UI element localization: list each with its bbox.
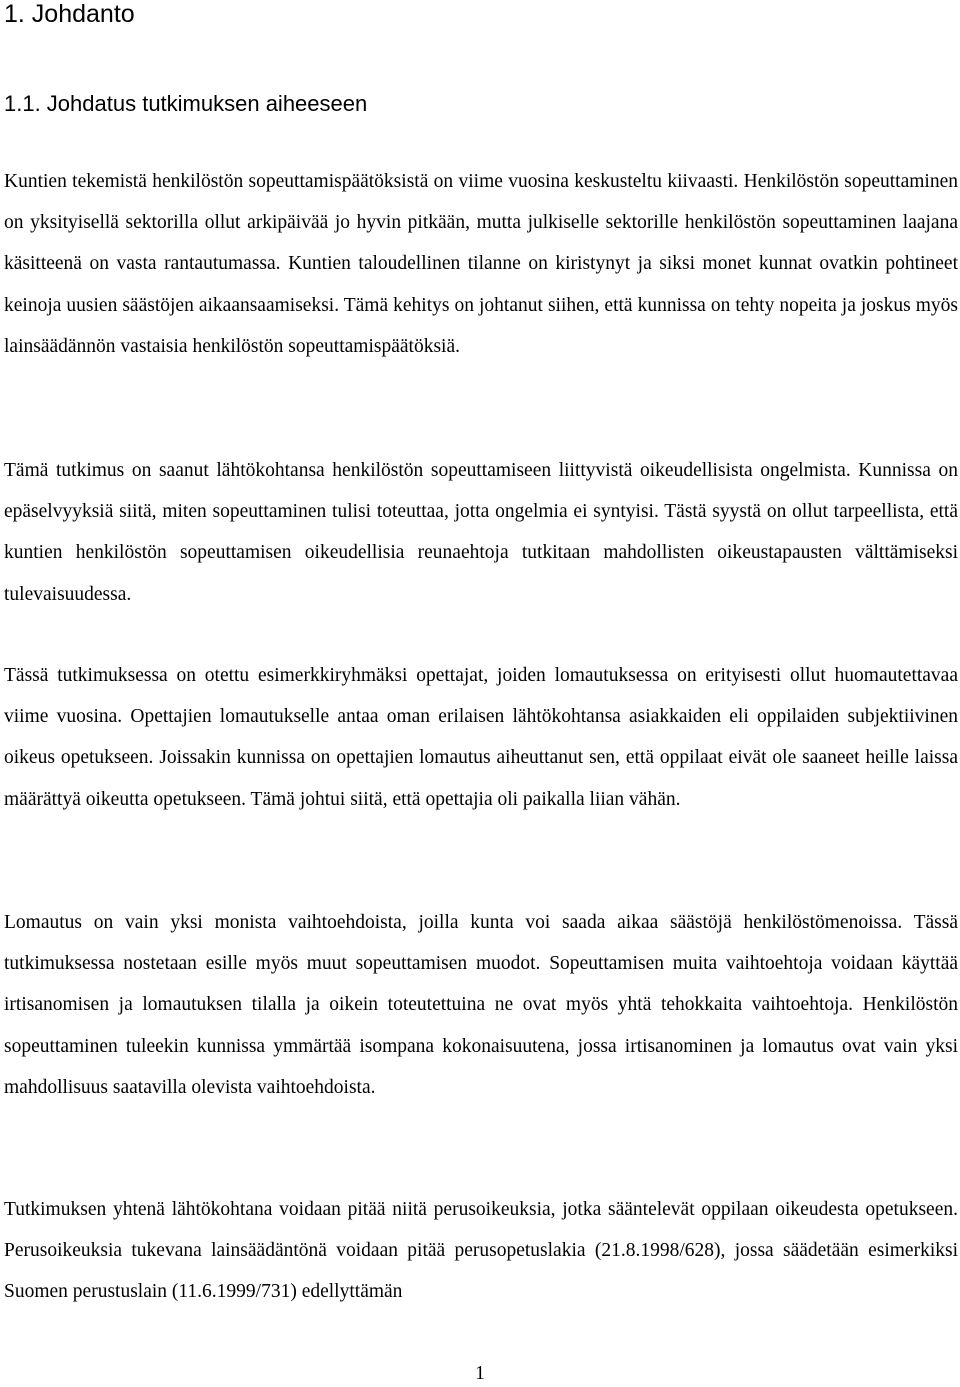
paragraph-4: Lomautus on vain yksi monista vaihtoehdoista, joilla kunta voi saada aikaa säästöjä henkilöstömenoissa. Tässä tutkimuksessa nostetaan esille myös muut sopeuttamisen muodot. Sopeuttamisen muita vaihtoehtoja voidaan käyttää irtisanomisen ja lomautuksen tilalla ja oikein toteutettuina ne ovat myös yhtä tehokkaita vaihtoehtoja. Henkilöstön sopeuttaminen tuleekin kunnissa ymmärtää isompana kokonaisuutena, jossa irtisanominen ja lomautus ovat vain yksi mahdollisuus saatavilla olevista vaihtoehdoista. — [4, 912, 958, 1098]
section-heading: 1.1. Johdatus tutkimuksen aiheeseen — [4, 91, 368, 116]
page-number: 1 — [475, 1363, 485, 1384]
paragraph-1: Kuntien tekemistä henkilöstön sopeuttamispäätöksistä on viime vuosina keskusteltu kiivaasti. Henkilöstön sopeuttaminen on yksityisellä sektorilla ollut arkipäivää jo hyvin pitkään, mutta julkiselle sektorille henkilöstön sopeuttaminen laajana käsitteenä on vasta rantautumassa. Kuntien taloudellinen tilanne on kiristynyt ja siksi monet kunnat ovatkin pohtineet keinoja uusien säästöjen aikaansaamiseksi. Tämä kehitys on johtanut siihen, että kunnissa on tehty nopeita ja joskus myös lainsäädännön vastaisia henkilöstön sopeuttamispäätöksiä. — [4, 171, 958, 357]
paragraph-3: Tässä tutkimuksessa on otettu esimerkkiryhmäksi opettajat, joiden lomautuksessa on erityisesti ollut huomautettavaa viime vuosina. Opettajien lomautukselle antaa oman erilaisen lähtökohtansa asiakkaiden eli oppilaiden subjektiivinen oikeus opetukseen. Joissakin kunnissa on opettajien lomautus aiheuttanut sen, että oppilaat eivät ole saaneet heille laissa määrättyä oikeutta opetukseen. Tämä johtui siitä, että opettajia oli paikalla liian vähän. — [4, 665, 958, 810]
paragraph-2: Tämä tutkimus on saanut lähtökohtansa henkilöstön sopeuttamiseen liittyvistä oikeudellisista ongelmista. Kunnissa on epäselvyyksiä siitä, miten sopeuttaminen tulisi toteuttaa, jotta ongelmia ei syntyisi. Tästä syystä on ollut tarpeellista, että kuntien henkilöstön sopeuttamisen oikeudellisia reunaehtoja tutkitaan mahdollisten oikeustapausten välttämiseksi tulevaisuudessa. — [4, 460, 958, 605]
paragraph-5: Tutkimuksen yhtenä lähtökohtana voidaan pitää niitä perusoikeuksia, jotka sääntelevät oppilaan oikeudesta opetukseen. Perusoikeuksia tukevana lainsäädäntönä voidaan pitää perusopetuslakia (21.8.1998/628), jossa säädetään esimerkiksi Suomen perustuslain (11.6.1999/731) edellyttämän — [4, 1199, 958, 1303]
chapter-heading: 1. Johdanto — [4, 0, 135, 28]
